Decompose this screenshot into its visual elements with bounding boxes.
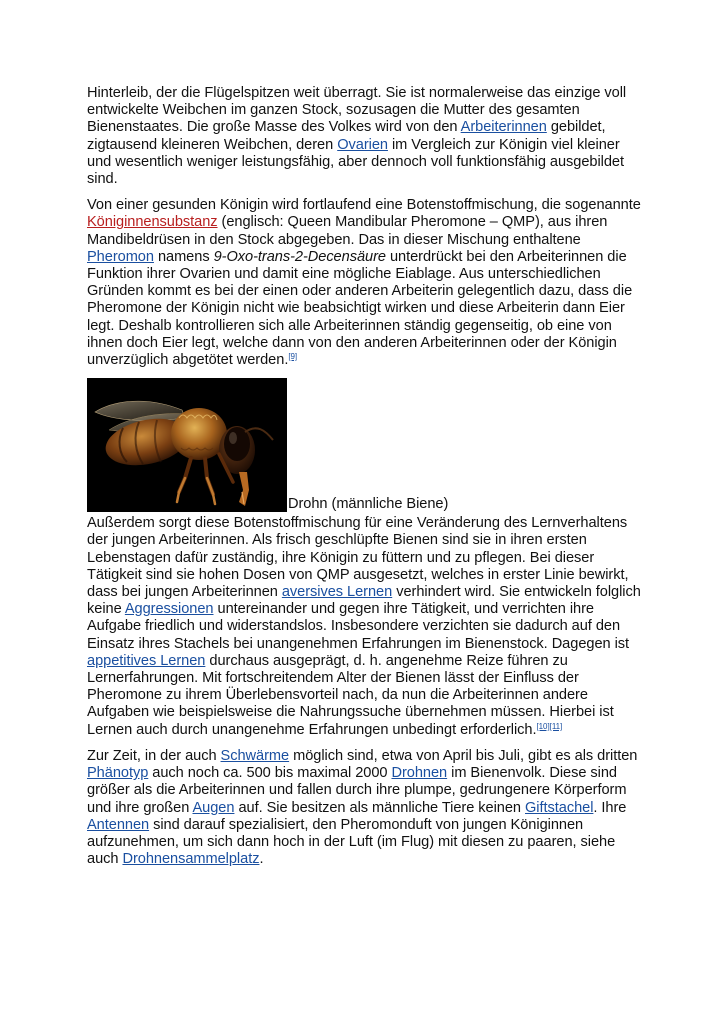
reference-link-10[interactable]: [10] [536, 721, 550, 731]
link-ovarien[interactable]: Ovarien [337, 136, 388, 153]
text-run: verhindert wird. Sie entwickeln folglich keine [87, 584, 641, 618]
paragraph-queen-substance [87, 197, 643, 369]
link-drohnen[interactable]: Drohnen [391, 765, 448, 782]
reference-10-11 [536, 722, 562, 731]
link-pheromon[interactable]: Pheromon [87, 248, 154, 265]
reference-link-11[interactable]: [11] [549, 721, 563, 731]
link-aversives-lernen[interactable]: aversives Lernen [281, 584, 393, 601]
text-run: auch noch ca. 500 bis maximal 2000 [148, 765, 392, 782]
drone-bee-photo [87, 378, 287, 512]
pheromone-name: 9-Oxo-trans-2-Decensäure [213, 248, 386, 265]
paragraph-drones [87, 748, 643, 868]
text-run: gebildet, zigtausend kleineren Weibchen, deren [87, 119, 606, 153]
text-run: (englisch: Queen Mandibular Pheromone – QMP), aus ihren Mandibeldrüsen in den Stock abgegeben. Das in dieser Mischung enthaltene [87, 214, 608, 248]
paragraph-queen-description [87, 85, 643, 188]
link-augen[interactable]: Augen [192, 799, 235, 816]
text-run: durchaus ausgeprägt, d. h. angenehme Reize führen zu Lernerfahrungen. Mit fortschreitendem Alter der Bienen lässt der Einfluss der Pheromone zu ihrem Überlebensvorteil nach, da nun die Arbeiterinnen andere Aufgaben wie beispielsweise die Nahrungssuche übernehmen müssen. Hierbei ist Lernen auch durch unangenehme Erfahrungen unbedingt erforderlich. [87, 652, 614, 738]
text-run: Hinterleib, der die Flügelspitzen weit überragt. Sie ist normalerweise das einzige voll entwickelte Weibchen im ganzen Stock, sozusagen die Mutter des gesamten Bienenstaates. Die große Masse des Volkes wird von den [87, 85, 627, 136]
text-run: möglich sind, etwa von April bis Juli, gibt es als dritten [289, 747, 638, 764]
text-run: sind darauf spezialisiert, den Pheromonduft von jungen Königinnen aufzunehmen, um sich dann hoch in der Luft (im Flug) mit diesen zu paaren, siehe auch [87, 816, 616, 868]
figure-caption: Drohn (männliche Biene) [288, 496, 449, 513]
text-run: Zur Zeit, in der auch [87, 747, 221, 764]
link-phaenotyp[interactable]: Phänotyp [87, 765, 149, 782]
text-run: . Ihre [593, 799, 627, 816]
paragraph-learning-behaviour [87, 515, 643, 739]
link-koeniginnensubstanz[interactable]: Königinnensubstanz [87, 214, 218, 231]
text-run: Von einer gesunden Königin wird fortlaufend eine Botenstoffmischung, die sogenannte [87, 197, 641, 214]
text-run: unterdrückt bei den Arbeiterinnen die Funktion ihrer Ovarien und damit eine mögliche Eiablage. Aus unterschiedlichen Gründen kommt es bei der einen oder anderen Arbeiterin gelegentlich dazu, dass die Pheromone der Königin nicht wie beabsichtigt wirken und diese Arbeiterin dann Eier legt. Deshalb kontrollieren sich alle Arbeiterinnen ständig gegenseitig, ob eine von ihnen doch Eier legt, welche dann von den anderen Arbeiterinnen oder der Königin unverzüglich abgetötet werden. [87, 248, 633, 369]
text-run: . [259, 851, 264, 868]
link-drohnensammelplatz[interactable]: Drohnensammelplatz [122, 851, 260, 868]
text-run: auf. Sie besitzen als männliche Tiere keinen [234, 799, 525, 816]
text-run: im Bienenvolk. Diese sind größer als die Arbeiterinnen und fallen durch ihre plumpe, gedrungenere Körperform und ihre großen [87, 765, 627, 816]
link-arbeiterinnen[interactable]: Arbeiterinnen [460, 119, 547, 136]
link-aggressionen[interactable]: Aggressionen [124, 601, 214, 618]
link-appetitives-lernen[interactable]: appetitives Lernen [87, 652, 206, 669]
reference-9 [288, 352, 297, 361]
drone-figure [87, 378, 643, 512]
link-schwaerme[interactable]: Schwärme [220, 747, 290, 764]
text-run: Außerdem sorgt diese Botenstoffmischung für eine Veränderung des Lernverhaltens der jungen Arbeiterinnen. Als frisch geschlüpfte Bienen sind sie in ihren ersten Lebenstagen dafür zuständig, ihre Königin zu füttern und zu pflegen. Bei dieser Tätigkeit sind sie hohen Dosen von QMP ausgesetzt, welches in erster Linie bewirkt, dass bei jungen Arbeiterinnen [87, 515, 629, 601]
text-run: namens [153, 248, 214, 265]
link-antennen[interactable]: Antennen [87, 816, 150, 833]
article-body [87, 85, 643, 877]
text-run: untereinander und gegen ihre Tätigkeit, und verrichten ihre Aufgabe friedlich und widerstandslos. Insbesondere verzichten sie dadurch auf den Einsatz ihres Stachels bei unangenehmen Erfahrungen im Bienenstock. Dagegen ist [87, 601, 630, 652]
reference-link-9[interactable]: [9] [288, 352, 298, 362]
text-run: im Vergleich zur Königin viel kleiner und wesentlich weniger leistungsfähig, aber dennoch voll funktionsfähig ausgebildet sind. [87, 136, 624, 188]
link-giftstachel[interactable]: Giftstachel [525, 799, 594, 816]
